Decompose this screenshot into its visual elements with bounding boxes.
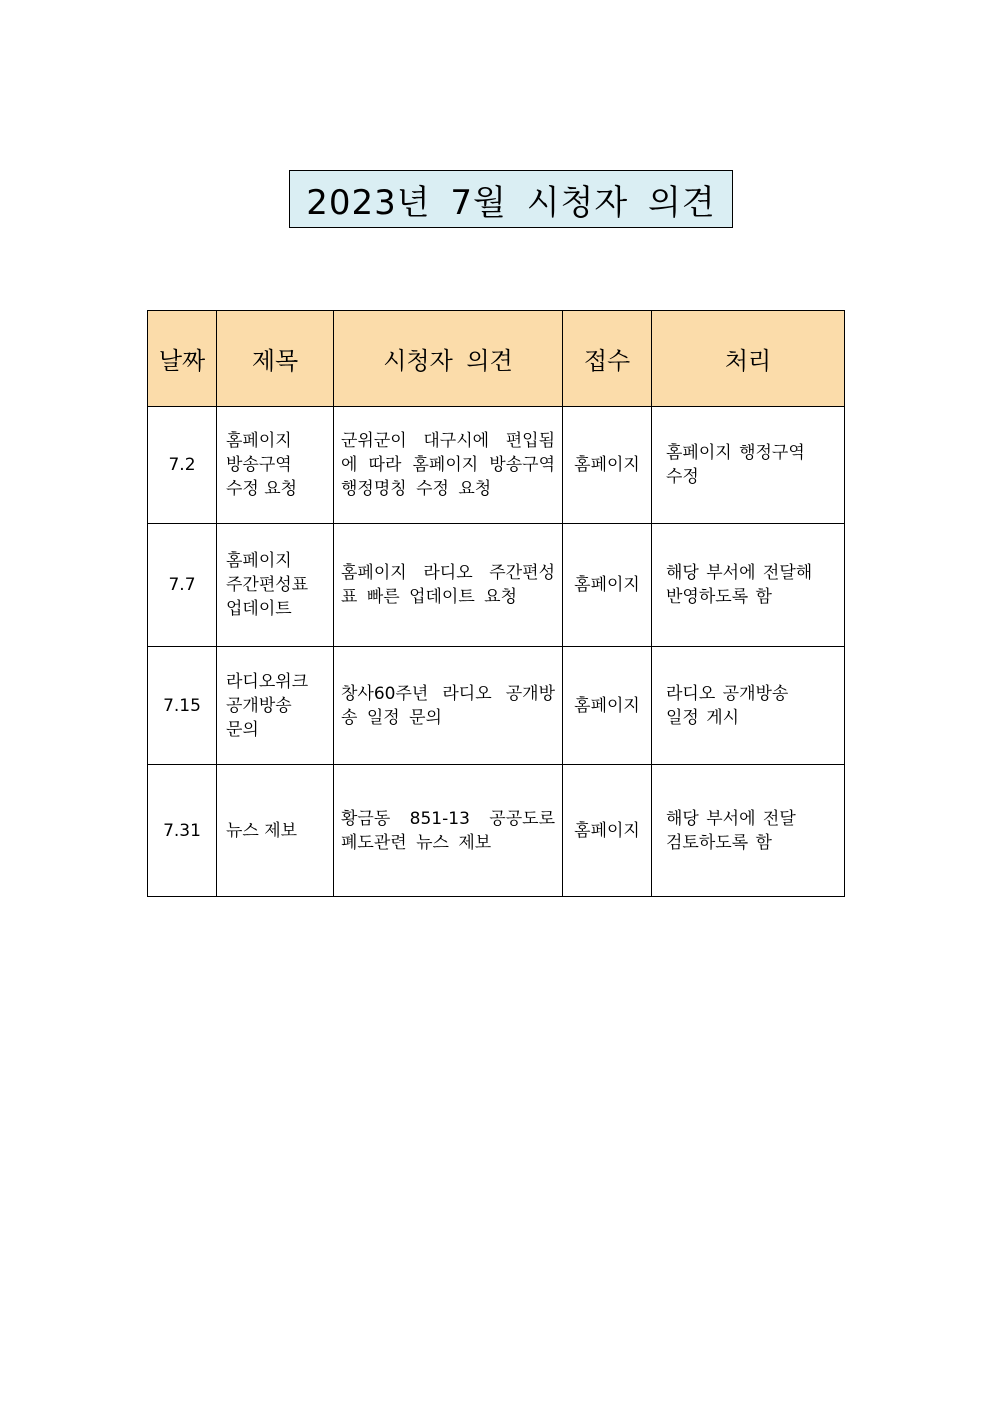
- cell-subject: [217, 524, 334, 647]
- cell-subject: [217, 765, 334, 897]
- cell-subject-text: 홈페이지 주간편성표 업데이트: [226, 551, 309, 619]
- cell-opinion: 홈페이지 라디오 주간편성표 빠른 업데이트 요청: [334, 524, 563, 647]
- cell-action: [652, 407, 845, 524]
- cell-subject-text: 홈페이지 방송구역 수정 요청: [226, 431, 298, 499]
- column-header-subject: 제목: [217, 311, 334, 407]
- column-header-receipt: 접수: [563, 311, 652, 407]
- cell-subject: [217, 647, 334, 765]
- cell-subject-text: 라디오위크 공개방송 문의: [226, 671, 309, 740]
- cell-date: 7.15: [148, 647, 217, 765]
- cell-action: [652, 765, 845, 897]
- column-header-opinion: 시청자 의견: [334, 311, 563, 407]
- cell-opinion: 황금동 851-13 공공도로 폐도관련 뉴스 제보: [334, 765, 563, 897]
- cell-date: 7.2: [148, 407, 217, 524]
- cell-subject: [217, 407, 334, 524]
- column-header-date: 날짜: [148, 311, 217, 407]
- cell-receipt: 홈페이지: [563, 407, 652, 524]
- table-row: [148, 765, 845, 897]
- table-row: [148, 647, 845, 765]
- table-row: [148, 407, 845, 524]
- cell-receipt: 홈페이지: [563, 524, 652, 647]
- column-header-action: 처리: [652, 311, 845, 407]
- page-title-box: [289, 170, 733, 228]
- cell-action-text: 해당 부서에 전달 검토하도록 함: [666, 808, 796, 853]
- page-title: 2023년 7월 시청자 의견: [306, 182, 716, 223]
- cell-opinion: 군위군이 대구시에 편입됨에 따라 홈페이지 방송구역 행정명칭 수정 요청: [334, 407, 563, 524]
- cell-action-text: 해당 부서에 전달해 반영하도록 함: [666, 563, 813, 607]
- cell-receipt: 홈페이지: [563, 765, 652, 897]
- cell-opinion: 창사60주년 라디오 공개방송 일정 문의: [334, 647, 563, 765]
- viewer-opinion-table: [147, 310, 845, 897]
- cell-date: 7.31: [148, 765, 217, 897]
- cell-date: 7.7: [148, 524, 217, 647]
- cell-action-text: 라디오 공개방송 일정 게시: [666, 683, 789, 728]
- cell-action: [652, 524, 845, 647]
- cell-subject-text: 뉴스 제보: [226, 820, 298, 841]
- table-row: [148, 524, 845, 647]
- cell-receipt: 홈페이지: [563, 647, 652, 765]
- table-header-row: [148, 311, 845, 407]
- cell-action-text: 홈페이지 행정구역 수정: [666, 443, 805, 487]
- cell-action: [652, 647, 845, 765]
